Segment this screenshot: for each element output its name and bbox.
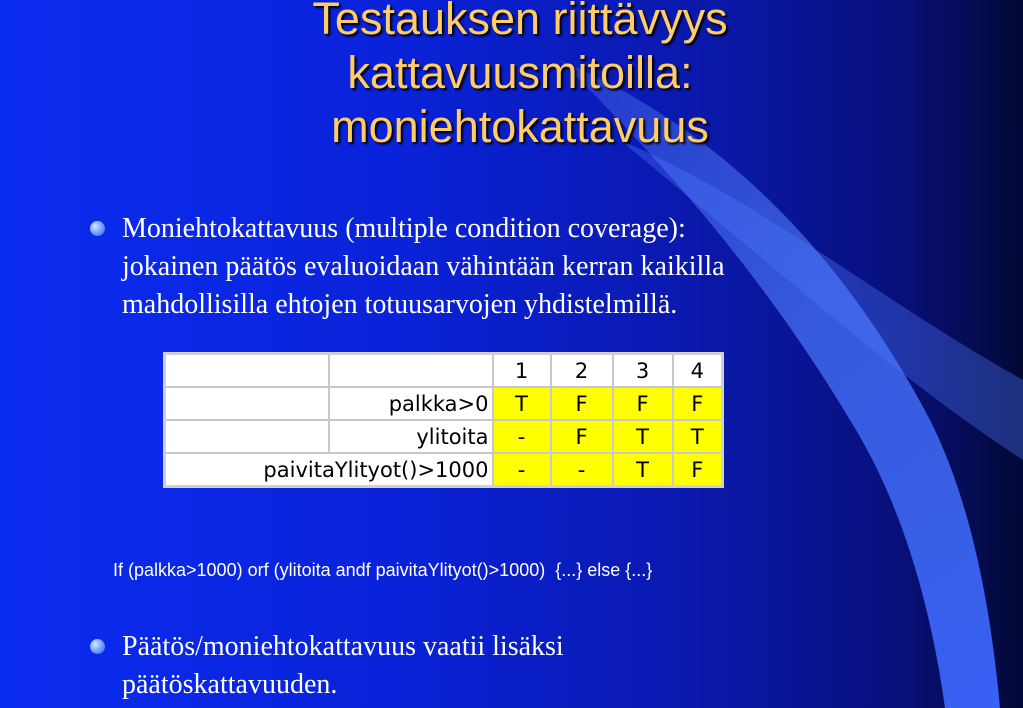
value-cell: -	[493, 420, 551, 453]
title-line: Testauksen riittävyys	[312, 0, 728, 44]
bullet-dot-icon	[90, 221, 105, 236]
value-cell: F	[551, 387, 613, 420]
header-cell: 1	[493, 354, 551, 388]
code-example: If (palkka>1000) orf (ylitoita andf paivitaYlityot()>1000) {...} else {...}	[113, 560, 653, 580]
bullet-item	[90, 210, 950, 330]
row-label: paivitaYlityot()>1000	[165, 453, 493, 487]
slide-title	[150, 0, 890, 154]
value-cell: T	[613, 453, 673, 487]
bullet-line: Päätös/moniehtokattavuus vaatii lisäksi	[122, 631, 564, 662]
header-cell: 4	[673, 354, 723, 388]
value-cell: F	[673, 387, 723, 420]
bullet-item	[90, 628, 790, 708]
bullet-text	[122, 210, 725, 324]
value-cell: T	[613, 420, 673, 453]
header-cell: 2	[551, 354, 613, 388]
title-line: moniehtokattavuus	[331, 101, 709, 152]
header-cell	[329, 354, 493, 388]
value-cell: T	[493, 387, 551, 420]
table-header-row	[165, 354, 723, 388]
title-line: kattavuusmitoilla:	[347, 47, 693, 98]
coverage-table	[163, 352, 724, 488]
value-cell: -	[551, 453, 613, 487]
value-cell: -	[493, 453, 551, 487]
row-label: palkka>0	[329, 387, 493, 420]
table-row	[165, 387, 723, 420]
bullet-text	[122, 628, 564, 704]
bullet-line: mahdollisilla ehtojen totuusarvojen yhdistelmillä.	[122, 289, 678, 320]
empty-cell	[165, 387, 329, 420]
value-cell: T	[673, 420, 723, 453]
header-cell	[165, 354, 329, 388]
empty-cell	[165, 420, 329, 453]
table-row	[165, 420, 723, 453]
value-cell: F	[613, 387, 673, 420]
bullet-line: Moniehtokattavuus (multiple condition coverage):	[122, 213, 686, 244]
value-cell: F	[551, 420, 613, 453]
header-cell: 3	[613, 354, 673, 388]
bullet-dot-icon	[90, 639, 105, 654]
bullet-line: päätöskattavuuden.	[122, 669, 338, 700]
value-cell: F	[673, 453, 723, 487]
bullet-line: jokainen päätös evaluoidaan vähintään kerran kaikilla	[122, 251, 725, 282]
row-label: ylitoita	[329, 420, 493, 453]
table-row	[165, 453, 723, 487]
